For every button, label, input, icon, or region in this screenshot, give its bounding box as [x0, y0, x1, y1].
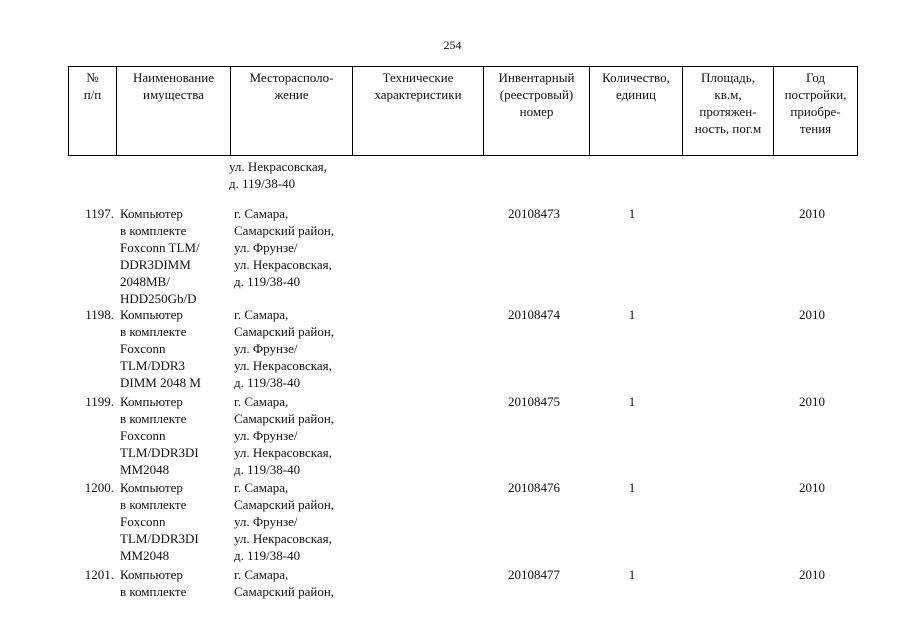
header-area: Площадь, кв.м, протяжен- ность, пог.м — [683, 67, 774, 156]
row-num: 1201. — [84, 567, 114, 582]
row-quantity: 1 — [628, 206, 636, 221]
row-year: 2010 — [799, 307, 825, 322]
row-location: г. Самара, Самарский район, ул. Фрунзе/ ул. Некрасовская, д. 119/38-40 — [234, 307, 335, 390]
header-specs: Технические характеристики — [353, 67, 484, 156]
row-year: 2010 — [799, 206, 825, 221]
row-year: 2010 — [799, 394, 825, 409]
row-inventory: 20108476 — [508, 480, 560, 495]
row-location: г. Самара, Самарский район, ул. Фрунзе/ ул. Некрасовская, д. 119/38-40 — [234, 394, 335, 477]
row-location: г. Самара, Самарский район, — [234, 567, 335, 599]
row-name: Компьютер в комплекте — [120, 567, 187, 599]
row-num: 1198. — [85, 307, 114, 322]
header-inventory: Инвентарный (реестровый) номер — [484, 67, 590, 156]
continuation-text: ул. Некрасовская, д. 119/38-40 — [229, 159, 327, 191]
row-inventory: 20108475 — [508, 394, 560, 409]
row-name: Компьютер в комплекте Foxconn TLM/DDR3DI MM2048 — [120, 394, 199, 477]
row-year: 2010 — [799, 567, 825, 582]
row-quantity: 1 — [628, 394, 636, 409]
row-inventory: 20108473 — [508, 206, 560, 221]
row-year: 2010 — [799, 480, 825, 495]
row-num: 1200. — [84, 480, 114, 495]
row-quantity: 1 — [628, 307, 636, 322]
row-name: Компьютер в комплекте Foxconn TLM/DDR3 DIMM 2048 M — [120, 307, 201, 390]
row-quantity: 1 — [628, 480, 636, 495]
row-name: Компьютер в комплекте Foxconn TLM/ DDR3DIMM 2048MB/ HDD250Gb/D — [120, 206, 200, 306]
row-inventory: 20108477 — [508, 567, 560, 582]
header-num: № п/п — [69, 67, 117, 156]
row-num: 1199. — [85, 394, 114, 409]
page-number: 254 — [443, 38, 462, 52]
header-name: Наименование имущества — [117, 67, 231, 156]
header-row — [69, 67, 858, 156]
header-location: Месторасполо- жение — [231, 67, 353, 156]
row-name: Компьютер в комплекте Foxconn TLM/DDR3DI MM2048 — [120, 480, 199, 563]
row-num: 1197. — [85, 206, 114, 221]
row-quantity: 1 — [628, 567, 636, 582]
table-header — [68, 66, 858, 156]
row-location: г. Самара, Самарский район, ул. Фрунзе/ ул. Некрасовская, д. 119/38-40 — [234, 206, 335, 289]
header-year: Год постройки, приобре- тения — [774, 67, 858, 156]
row-inventory: 20108474 — [508, 307, 560, 322]
header-quantity: Количество, единиц — [590, 67, 683, 156]
row-location: г. Самара, Самарский район, ул. Фрунзе/ ул. Некрасовская, д. 119/38-40 — [234, 480, 335, 563]
